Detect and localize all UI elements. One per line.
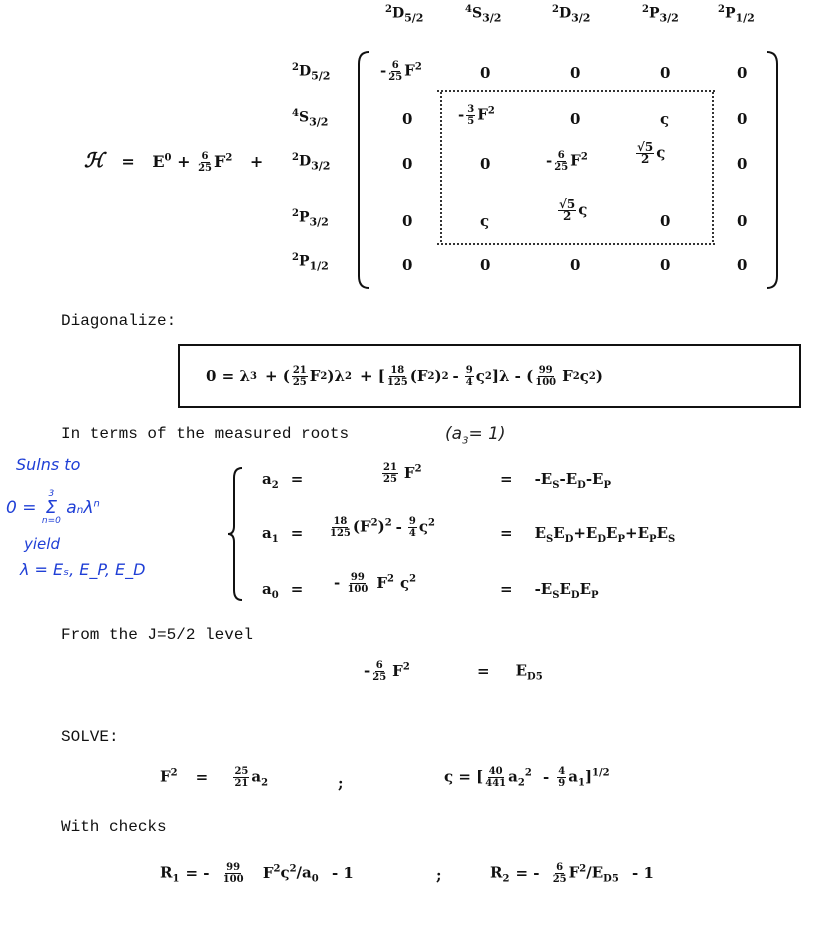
diagonalize-label: Diagonalize: xyxy=(61,312,177,330)
row-state-5: $^2P_{1/2}$ xyxy=(292,252,329,273)
j52-label: From the J=5/2 level xyxy=(61,626,254,644)
matrix-entry: 0 xyxy=(402,155,413,173)
equation-a2-mid: $\frac{21}{25}$ $F^2$ xyxy=(383,462,422,485)
col-state-1: $^2D_{5/2}$ xyxy=(385,4,424,25)
equation-a1: $a_1$ = xyxy=(262,524,304,545)
matrix-entry: - $\frac{3}{5}$ $F^2$ xyxy=(458,104,495,127)
matrix-entry: ς xyxy=(660,110,670,128)
matrix-entry: 0 xyxy=(480,64,491,82)
measured-roots-label: In terms of the measured roots xyxy=(61,425,350,443)
col-state-3: $^2D_{3/2}$ xyxy=(552,4,591,25)
block-separator xyxy=(437,90,715,92)
solve-label: SOLVE: xyxy=(61,728,119,746)
matrix-entry: 0 xyxy=(737,64,748,82)
matrix-entry: - $\frac{6}{25}$ $F^2$ xyxy=(546,150,588,173)
handwritten-line: λ = Eₛ, E_P, E_D xyxy=(20,560,146,579)
col-state-2: $^4S_{3/2}$ xyxy=(465,4,502,25)
a3-note: $(a_3= 1)$ xyxy=(445,424,506,447)
matrix-entry: 0 xyxy=(660,256,671,274)
checks-label: With checks xyxy=(61,818,167,836)
solve-zeta: ς = [ $\frac{40}{441}$ $a_2^2$ - $\frac{4}{9}$ $a_1]^{1/2}$ xyxy=(444,766,610,789)
matrix-entry: 0 xyxy=(737,110,748,128)
handwritten-line: Sulns to xyxy=(16,455,81,474)
matrix-entry: 0 xyxy=(570,256,581,274)
matrix-entry: 0 xyxy=(570,64,581,82)
col-state-5: $^2P_{1/2}$ xyxy=(718,4,755,25)
equation-a2-rhs: = $-E_S-E_D-E_P$ xyxy=(500,470,612,491)
matrix-entry: ς xyxy=(480,212,490,230)
hamiltonian-prefix: ℋ = $E^0$ + $\frac{6}{25}$ $F^2$ + xyxy=(84,148,264,174)
solve-semicolon: ; xyxy=(338,774,344,792)
matrix-entry: 0 xyxy=(660,212,671,230)
system-brace xyxy=(226,466,246,602)
matrix-entry: 0 xyxy=(480,155,491,173)
row-state-2: $^4S_{3/2}$ xyxy=(292,108,329,129)
matrix-entry: $\frac{√5}{2}$ ς xyxy=(559,197,588,223)
j52-equation: - $\frac{6}{25}$ $F^2 = E_{D5}$ xyxy=(364,660,543,683)
matrix-entry: - $\frac{6}{25}$ $F^2$ xyxy=(380,60,422,83)
solve-f2: $F^2$ = $\frac{25}{21}$ $a_2$ xyxy=(160,766,269,789)
equation-a0: $a_0$ = xyxy=(262,580,304,601)
col-state-4: $^2P_{3/2}$ xyxy=(642,4,679,25)
equation-a2: $a_2$ = xyxy=(262,470,304,491)
equation-a0-rhs: = $-E_SE_DE_P$ xyxy=(500,580,599,601)
matrix-entry: 0 xyxy=(570,110,581,128)
matrix-entry: 0 xyxy=(402,110,413,128)
handwritten-line: yield xyxy=(24,535,60,553)
row-state-3: $^2D_{3/2}$ xyxy=(292,152,331,173)
matrix-entry: 0 xyxy=(402,256,413,274)
matrix-entry: 0 xyxy=(402,212,413,230)
handwritten-line: 0 = 3 Σ n=0 aₙλ$^n$ xyxy=(6,489,100,526)
characteristic-equation-box: 0 = λ 3 + ( $\frac{21}{25}$ F 2 )λ 2 + [ $\frac{18}{125}$ (F 2 ) 2 - $\frac{9}{4}$ ς 2 ]λ - ( $\frac{99}{100}$ F 2 ς 2 ) xyxy=(178,344,801,408)
check-r1: $R_1$ = - $\frac{99}{100}$ $F^2\varsigma^2/a_0 - 1$ xyxy=(160,862,354,885)
check-r2: $R_2$ = - $\frac{6}{25}$ $F^2/E_{D5} - 1$ xyxy=(490,862,654,885)
matrix-entry: 0 xyxy=(660,64,671,82)
block-separator xyxy=(437,243,715,245)
equation-a0-mid: - $\frac{99}{100}$ $F^2$ $\varsigma^2$ xyxy=(334,572,417,595)
equation-a1-mid: $\frac{18}{125}$ $(F^2)^2$ - $\frac{9}{4}$ $\varsigma^2$ xyxy=(330,516,435,539)
matrix-entry: 0 xyxy=(737,212,748,230)
matrix-entry: 0 xyxy=(737,155,748,173)
row-state-4: $^2P_{3/2}$ xyxy=(292,208,329,229)
row-state-1: $^2D_{5/2}$ xyxy=(292,62,331,83)
matrix-entry: 0 xyxy=(737,256,748,274)
equation-a1-rhs: = $E_SE_D+E_DE_P+E_PE_S$ xyxy=(500,524,676,545)
matrix-entry: 0 xyxy=(480,256,491,274)
block-separator xyxy=(712,92,714,242)
block-separator xyxy=(440,92,442,242)
matrix-entry: $\frac{√5}{2}$ ς xyxy=(637,140,666,166)
check-semicolon: ; xyxy=(436,866,442,884)
